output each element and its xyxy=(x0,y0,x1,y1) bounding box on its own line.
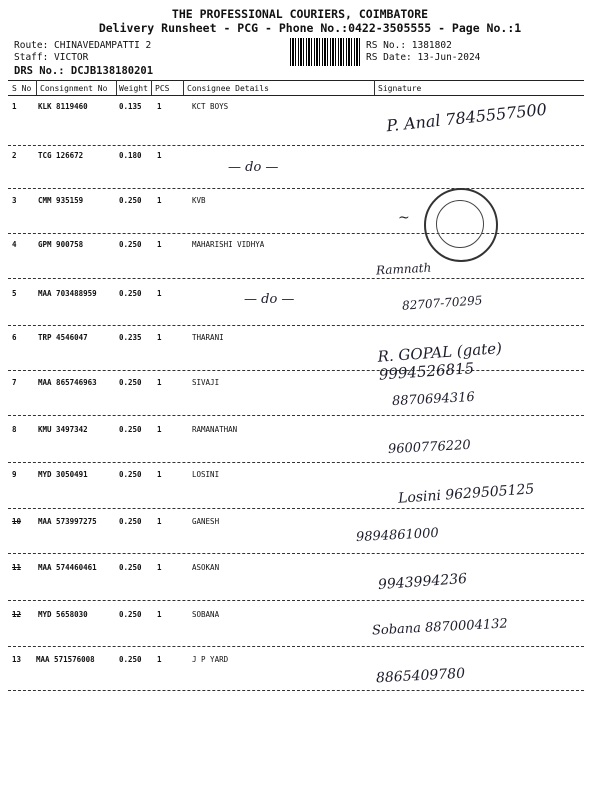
drs-number: DRS No.: DCJB138180201 xyxy=(14,65,154,77)
signature-row-7: 8870694316 xyxy=(391,389,476,410)
row-divider xyxy=(8,690,584,691)
row-weight: 0.235 xyxy=(119,333,142,342)
row-pcs: 1 xyxy=(157,378,162,387)
col-consignee: Consignee Details xyxy=(187,84,269,93)
col-signature: Signature xyxy=(378,84,422,93)
signature-row-4: Ramnath xyxy=(375,260,432,278)
company-name: THE PROFESSIONAL COURIERS, COIMBATORE xyxy=(171,7,429,21)
row-sno: 11 xyxy=(12,563,22,572)
row-consignee: RAMANATHAN xyxy=(192,425,238,434)
row-divider xyxy=(8,145,584,146)
row-sno: 5 xyxy=(12,289,17,298)
signature-row-5: 82707-70295 xyxy=(401,293,483,313)
row-divider xyxy=(8,600,584,601)
row-consignment: CMM 935159 xyxy=(38,196,84,205)
bank-seal-stamp xyxy=(424,188,498,262)
header-bottom-rule xyxy=(8,95,584,96)
signature-row-3: ~ xyxy=(398,210,410,226)
row-sno: 1 xyxy=(12,102,17,111)
do-mark-row-5: — do — xyxy=(244,292,295,307)
signature-row-10: 9894861000 xyxy=(355,525,440,546)
row-sno: 8 xyxy=(12,425,17,434)
row-sno: 13 xyxy=(12,655,22,664)
signature-row-11: 9943994236 xyxy=(377,570,468,594)
row-divider xyxy=(8,415,584,416)
row-consignment: MAA 703488959 xyxy=(38,289,97,298)
row-consignment: KMU 3497342 xyxy=(38,425,88,434)
rs-date: RS Date: 13-Jun-2024 xyxy=(366,52,481,63)
row-consignment: MAA 574460461 xyxy=(38,563,97,572)
row-consignment: MYD 5658030 xyxy=(38,610,88,619)
row-consignee: KVB xyxy=(192,196,206,205)
signature-row-9: Losini 9629505125 xyxy=(397,481,535,507)
table-row xyxy=(0,240,600,283)
row-consignment: MAA 865746963 xyxy=(38,378,97,387)
col-divider xyxy=(183,80,184,95)
col-pcs: PCS xyxy=(155,84,170,93)
col-divider xyxy=(116,80,117,95)
row-consignee: J P YARD xyxy=(192,655,229,664)
staff-label: Staff: VICTOR xyxy=(14,52,89,63)
row-pcs: 1 xyxy=(157,289,162,298)
table-row xyxy=(0,655,600,698)
row-consignee: KCT BOYS xyxy=(192,102,229,111)
row-weight: 0.250 xyxy=(119,517,142,526)
row-pcs: 1 xyxy=(157,470,162,479)
row-weight: 0.250 xyxy=(119,240,142,249)
barcode-image xyxy=(290,38,360,66)
row-divider xyxy=(8,325,584,326)
col-weight: Weight xyxy=(119,84,148,93)
row-pcs: 1 xyxy=(157,102,162,111)
row-pcs: 1 xyxy=(157,196,162,205)
row-pcs: 1 xyxy=(157,610,162,619)
row-consignment: MAA 573997275 xyxy=(38,517,97,526)
row-divider xyxy=(8,233,584,234)
row-weight: 0.180 xyxy=(119,151,142,160)
row-weight: 0.250 xyxy=(119,610,142,619)
col-divider xyxy=(374,80,375,95)
row-weight: 0.250 xyxy=(119,196,142,205)
runsheet-title: Delivery Runsheet - PCG - Phone No.:0422-3505555 - Page No.:1 xyxy=(98,21,522,35)
signature-row-13: 8865409780 xyxy=(375,665,466,687)
row-pcs: 1 xyxy=(157,563,162,572)
row-pcs: 1 xyxy=(157,517,162,526)
col-sno: S No xyxy=(12,84,32,93)
row-consignee: GANESH xyxy=(192,517,220,526)
row-sno: 12 xyxy=(12,610,22,619)
row-sno: 3 xyxy=(12,196,17,205)
header-top-rule xyxy=(8,80,584,81)
row-consignment: MAA 571576008 xyxy=(36,655,95,664)
row-consignment: TRP 4546047 xyxy=(38,333,88,342)
row-sno: 10 xyxy=(12,517,22,526)
row-consignee: ASOKAN xyxy=(192,563,220,572)
row-weight: 0.250 xyxy=(119,655,142,664)
signature-row-2: — do — xyxy=(228,160,279,175)
row-consignment: KLK 8119460 xyxy=(38,102,88,111)
row-sno: 2 xyxy=(12,151,17,160)
signature-row-6: R. GOPAL (gate) 9994526815 xyxy=(377,339,503,384)
row-consignee: MAHARISHI VIDHYA xyxy=(192,240,265,249)
col-divider xyxy=(151,80,152,95)
row-weight: 0.250 xyxy=(119,425,142,434)
row-consignment: TCG 126672 xyxy=(38,151,84,160)
row-consignee: SIVAJI xyxy=(192,378,220,387)
row-sno: 6 xyxy=(12,333,17,342)
row-divider xyxy=(8,188,584,189)
row-pcs: 1 xyxy=(157,240,162,249)
row-sno: 4 xyxy=(12,240,17,249)
col-consignment: Consignment No xyxy=(40,84,108,93)
signature-row-12: Sobana 8870004132 xyxy=(371,616,509,639)
row-divider xyxy=(8,278,584,279)
row-pcs: 1 xyxy=(157,151,162,160)
row-sno: 7 xyxy=(12,378,17,387)
col-divider xyxy=(36,80,37,95)
row-divider xyxy=(8,646,584,647)
row-divider xyxy=(8,553,584,554)
row-divider xyxy=(8,462,584,463)
row-weight: 0.250 xyxy=(119,563,142,572)
row-pcs: 1 xyxy=(157,333,162,342)
route-label: Route: CHINAVEDAMPATTI 2 xyxy=(14,40,152,51)
row-consignment: MYD 3050491 xyxy=(38,470,88,479)
rs-number: RS No.: 1381802 xyxy=(366,40,452,51)
row-weight: 0.250 xyxy=(119,378,142,387)
row-weight: 0.250 xyxy=(119,289,142,298)
signature-row-1: P. Anal 7845557500 xyxy=(385,99,548,136)
row-pcs: 1 xyxy=(157,655,162,664)
row-divider xyxy=(8,508,584,509)
row-sno: 9 xyxy=(12,470,17,479)
row-pcs: 1 xyxy=(157,425,162,434)
signature-row-8: 9600776220 xyxy=(387,437,472,458)
row-consignee: SOBANA xyxy=(192,610,220,619)
row-consignee: THARANI xyxy=(192,333,224,342)
row-weight: 0.250 xyxy=(119,470,142,479)
row-consignment: GPM 900758 xyxy=(38,240,84,249)
row-consignee: LOSINI xyxy=(192,470,220,479)
row-weight: 0.135 xyxy=(119,102,142,111)
